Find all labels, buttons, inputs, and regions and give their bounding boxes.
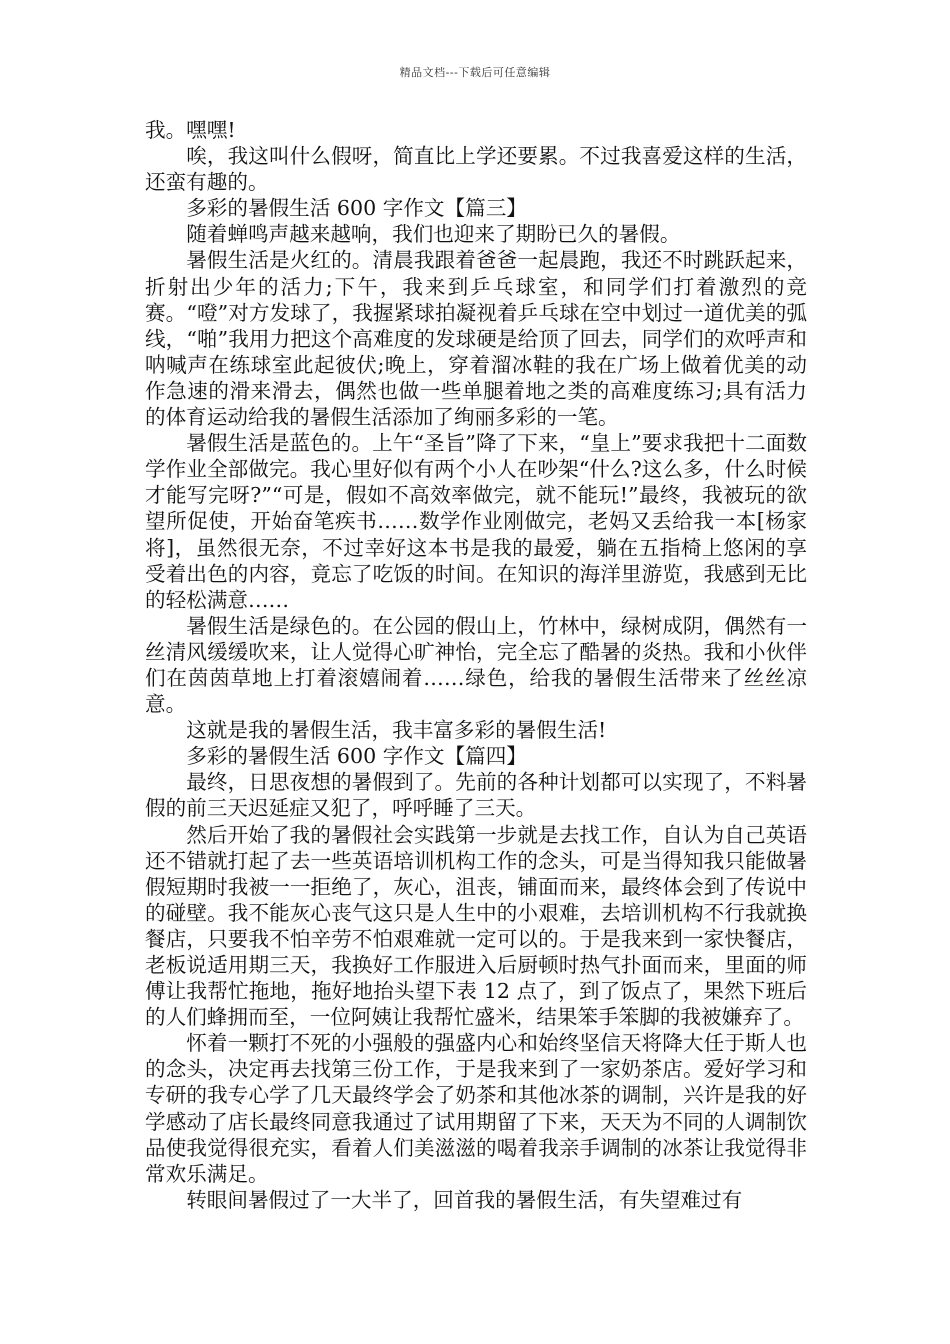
section-heading: 多彩的暑假生活 600 字作文【篇三】	[186, 196, 527, 221]
paragraph: 随着蝉鸣声越来越响，我们也迎来了期盼已久的暑假。	[186, 222, 681, 247]
paragraph: 怀着一颗打不死的小强般的强盛内心和始终坚信天将降大任于斯人也的念头，决定再去找第三份工作，于是我来到了一家奶茶店。爱好学习和专研的我专心学了几天最终学会了奶茶和其他冰茶的调制，兴许是我的好学感动了店长最终同意我通过了试用期留了下来，天天为不同的人调制饮品使我觉得很充实，看着人们美滋滋的喝着我亲手调制的冰茶让我觉得非常欢乐满足。	[145, 1031, 807, 1186]
paragraph: 最终，日思夜想的暑假到了。先前的各种计划都可以实现了，不料暑假的前三天迟延症又犯了，呼呼睡了三天。	[145, 770, 807, 821]
section-heading: 多彩的暑假生活 600 字作文【篇四】	[186, 744, 527, 769]
paragraph: 这就是我的暑假生活，我丰富多彩的暑假生活!	[186, 718, 607, 743]
page-header: 精品文档---下载后可任意编辑	[399, 66, 551, 79]
paragraph: 暑假生活是绿色的。在公园的假山上，竹林中，绿树成阴，偶然有一丝清风缓缓吹来，让人觉得心旷神怡，完全忘了酷暑的炎热。我和小伙伴们在茵茵草地上打着滚嬉闹着……绿色，给我的暑假生活带来了丝丝凉意。	[145, 613, 807, 717]
paragraph: 唉，我这叫什么假呀，简直比上学还要累。不过我喜爱这样的生活，还蛮有趣的。	[145, 144, 807, 195]
paragraph-continuation: 我。嘿嘿!	[145, 118, 236, 142]
paragraph: 暑假生活是蓝色的。上午“圣旨”降了下来，“皇上”要求我把十二面数学作业全部做完。我心里好似有两个小人在吵架“什么?这么多，什么时候才能写完呀?”“可是，假如不高效率做完，就不能玩!”最终，我被玩的欲望所促使，开始奋笔疾书……数学作业刚做完，老妈又丢给我一本[杨家将]，虽然很无奈，不过幸好这本书是我的最爱，躺在五指椅上悠闲的享受着出色的内容，竟忘了吃饭的时间。在知识的海洋里游览，我感到无比的轻松满意……	[145, 431, 807, 612]
paragraph: 暑假生活是火红的。清晨我跟着爸爸一起晨跑，我还不时跳跃起来，折射出少年的活力;下午，我来到乒乓球室，和同学们打着激烈的竞赛。“噔”对方发球了，我握紧球拍凝视着乒乓球在空中划过一道优美的弧线，“啪”我用力把这个高难度的发球硬是给顶了回去，同学们的欢呼声和呐喊声在练球室此起彼伏;晚上，穿着溜冰鞋的我在广场上做着优美的动作急速的滑来滑去，偶然也做一些单腿着地之类的高难度练习;具有活力的体育运动给我的暑假生活添加了绚丽多彩的一笔。	[145, 248, 807, 430]
document-body	[145, 117, 807, 1213]
paragraph: 转眼间暑假过了一大半了，回首我的暑假生活，有失望难过有	[186, 1187, 743, 1212]
paragraph: 然后开始了我的暑假社会实践第一步就是去找工作，自认为自己英语还不错就打起了去一些英语培训机构工作的念头，可是当得知我只能做暑假短期时我被一一拒绝了，灰心，沮丧，铺面而来，最终体会到了传说中的碰壁。我不能灰心丧气这只是人生中的小艰难，去培训机构不行我就换餐店，只要我不怕辛劳不怕艰难就一定可以的。于是我来到一家快餐店，老板说适用期三天，我换好工作服进入后厨顿时热气扑面而来，里面的师傅让我帮忙拖地，拖好地抬头望下表 12 点了，到了饭点了，果然下班后的人们蜂拥而至，一位阿姨让我帮忙盛米，结果笨手笨脚的我被嫌弃了。	[145, 822, 807, 1030]
